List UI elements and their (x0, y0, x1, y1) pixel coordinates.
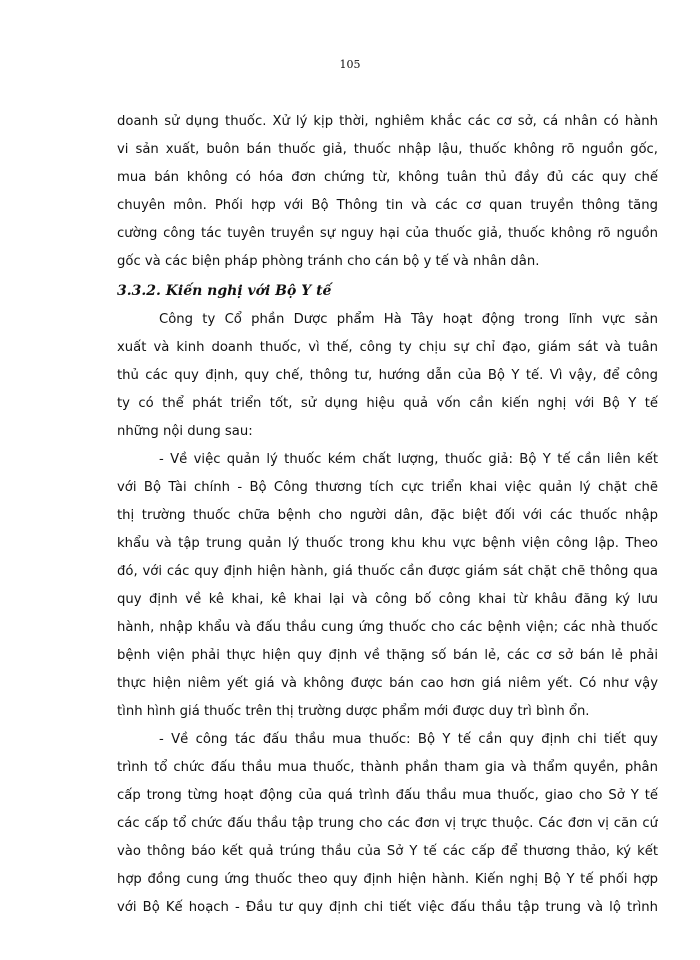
text-line: các cấp tổ chức đấu thầu tập trung cho các đơn vị trực thuộc. Các đơn vị căn cứ (117, 816, 658, 831)
text-line: với Bộ Tài chính - Bộ Công thương tích cực triển khai việc quản lý chặt chẽ (117, 480, 658, 495)
text-line: vào thông báo kết quả trúng thầu của Sở Y tế các cấp để thương thảo, ký kết (117, 844, 658, 859)
text-line: vi sản xuất, buôn bán thuốc giả, thuốc nhập lậu, thuốc không rõ nguồn gốc, (117, 142, 658, 157)
text-line: xuất và kinh doanh thuốc, vì thế, công ty chịu sự chỉ đạo, giám sát và tuân (117, 340, 658, 355)
text-line: hành, nhập khẩu và đấu thầu cung ứng thuốc cho các bệnh viện; các nhà thuốc (117, 620, 658, 635)
text-line: quy định về kê khai, kê khai lại và công bố công khai từ khâu đăng ký lưu (117, 592, 658, 607)
page-number: 105 (339, 58, 361, 71)
text-line: tình hình giá thuốc trên thị trường dược phẩm mới được duy trì bình ổn. (117, 704, 590, 719)
text-line: trình tổ chức đấu thầu mua thuốc, thành phần tham gia và thẩm quyền, phân (117, 760, 658, 775)
paragraph-intro (117, 306, 658, 446)
text-line: doanh sử dụng thuốc. Xử lý kịp thời, nghiêm khắc các cơ sở, cá nhân có hành (117, 114, 658, 129)
section-heading: 3.3.2. Kiến nghị với Bộ Y tế (117, 283, 332, 299)
text-line: Công ty Cổ phần Dược phẩm Hà Tây hoạt động trong lĩnh vực sản (159, 312, 658, 327)
paragraph-bidding (117, 726, 658, 922)
text-line: cường công tác tuyên truyền sự nguy hại của thuốc giả, thuốc không rõ nguồn (117, 226, 658, 241)
text-line: chuyên môn. Phối hợp với Bộ Thông tin và các cơ quan truyền thông tăng (117, 198, 658, 213)
text-line: thực hiện niêm yết giá và không được bán cao hơn giá niêm yết. Có như vậy (117, 676, 658, 691)
text-line: hợp đồng cung ứng thuốc theo quy định hiện hành. Kiến nghị Bộ Y tế phối hợp (117, 872, 658, 887)
text-line: bệnh viện phải thực hiện quy định về thặng số bán lẻ, các cơ sở bán lẻ phải (117, 648, 658, 663)
text-line: khẩu và tập trung quản lý thuốc trong khu khu vực bệnh viện công lập. Theo (117, 536, 658, 551)
document-body (117, 108, 658, 922)
text-line: gốc và các biện pháp phòng tránh cho cán bộ y tế và nhân dân. (117, 254, 540, 269)
text-line: - Về việc quản lý thuốc kém chất lượng, thuốc giả: Bộ Y tế cần liên kết (159, 452, 658, 467)
text-line: với Bộ Kế hoạch - Đầu tư quy định chi tiết việc đấu thầu tập trung và lộ trình (117, 900, 658, 915)
text-line: mua bán không có hóa đơn chứng từ, không tuân thủ đầy đủ các quy chế (117, 170, 658, 185)
text-line: những nội dung sau: (117, 424, 253, 439)
text-line: cấp trong từng hoạt động của quá trình đấu thầu mua thuốc, giao cho Sở Y tế (117, 788, 658, 803)
paragraph-continuation (117, 108, 658, 276)
text-line: đó, với các quy định hiện hành, giá thuốc cần được giám sát chặt chẽ thông qua (117, 564, 658, 579)
paragraph-drug-quality (117, 446, 658, 726)
text-line: thủ các quy định, quy chế, thông tư, hướng dẫn của Bộ Y tế. Vì vậy, để công (117, 368, 658, 383)
text-line: thị trường thuốc chữa bệnh cho người dân, đặc biệt đối với các thuốc nhập (117, 508, 658, 523)
text-line: - Về công tác đấu thầu mua thuốc: Bộ Y tế cần quy định chi tiết quy (159, 732, 658, 747)
text-line: ty có thể phát triển tốt, sử dụng hiệu quả vốn cần kiến nghị với Bộ Y tế (117, 396, 658, 411)
